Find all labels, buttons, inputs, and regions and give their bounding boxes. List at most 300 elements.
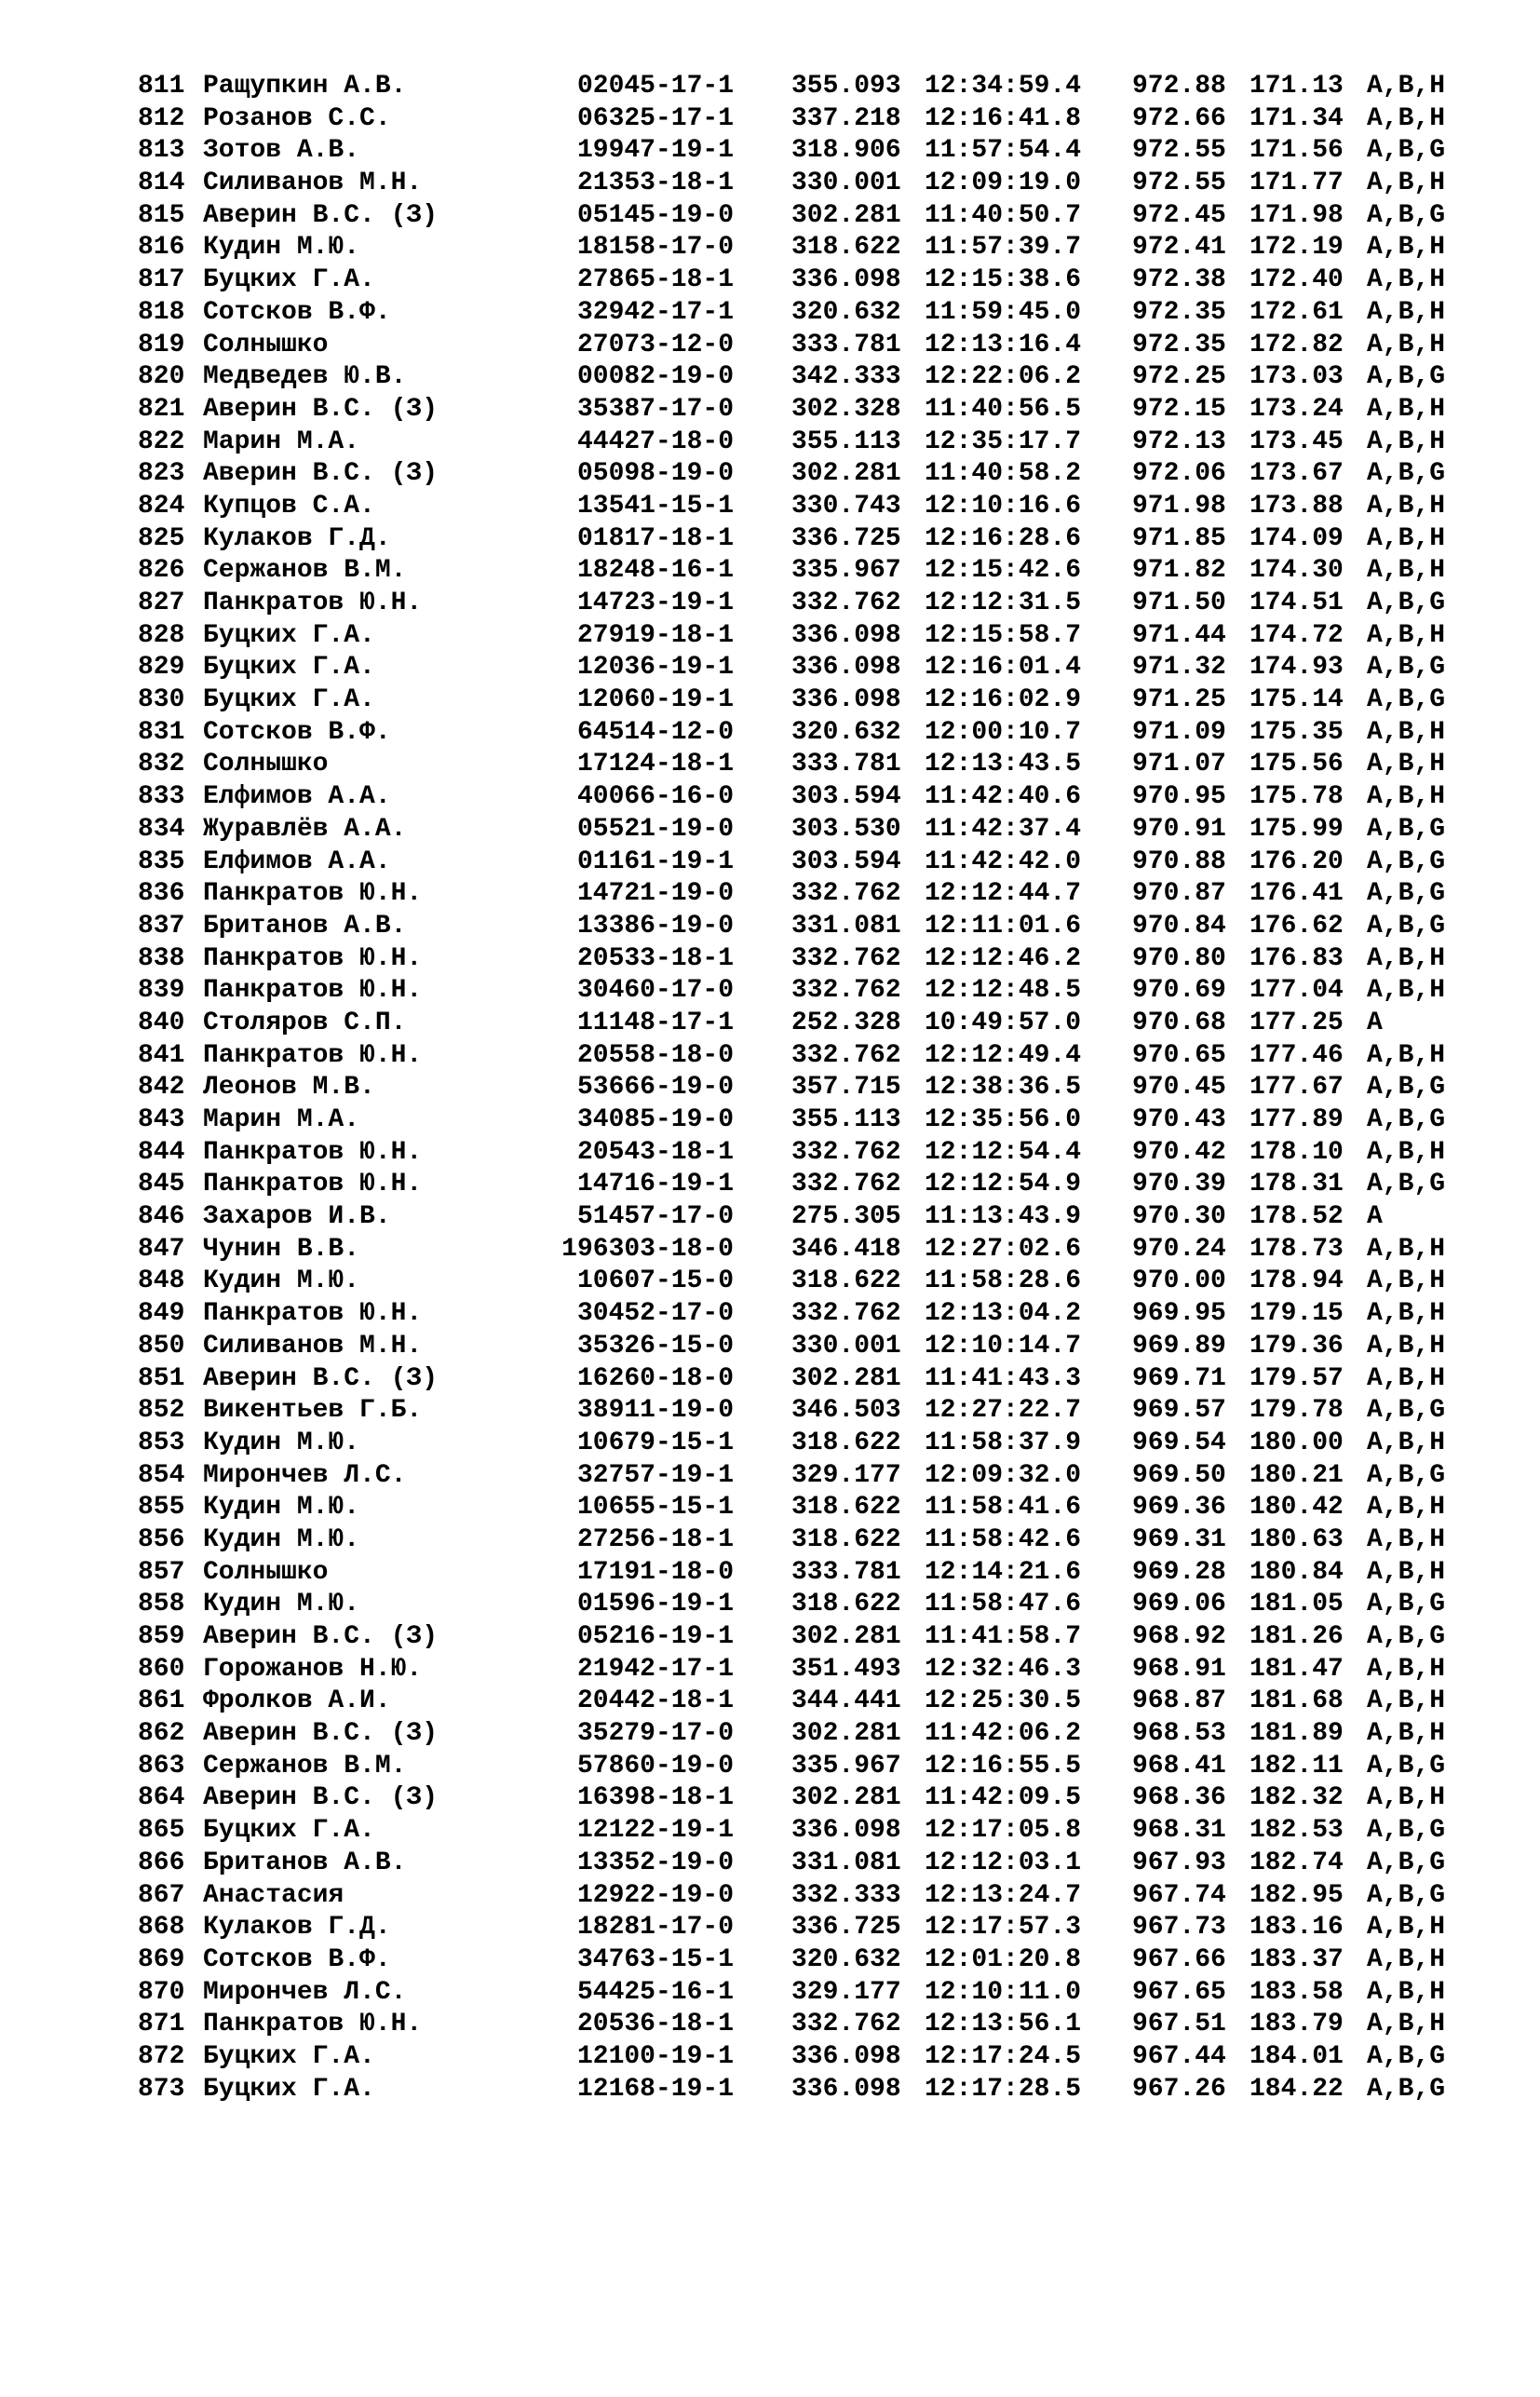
points: 171.13 [1250,72,1344,101]
distance: 332.762 [791,1170,901,1199]
speed: 970.43 [1132,1105,1226,1134]
groups: A,B,G [1367,653,1446,683]
table-row [138,103,1479,136]
owner-name: Зотов А.В. [203,136,360,166]
ring-number: 51457-17-0 [576,1202,734,1232]
groups: A,B,G [1367,1105,1446,1134]
arrival-time: 11:41:58.7 [925,1622,1082,1651]
table-row [138,911,1479,943]
points: 180.84 [1250,1557,1344,1587]
groups: A,B,H [1367,1557,1446,1587]
row-number: 869 [138,1944,185,1974]
table-row [138,361,1479,394]
arrival-time: 12:34:59.4 [925,72,1082,101]
owner-name: Панкратов Ю.Н. [203,1040,423,1070]
row-number: 827 [138,589,185,617]
groups: A,B,H [1367,523,1446,553]
table-row [138,394,1479,427]
groups: A,B,H [1367,1977,1446,2007]
row-number: 821 [138,394,185,424]
table-row [138,1169,1479,1201]
owner-name: Аверин В.С. (З) [203,1719,439,1749]
owner-name: Мирончев Л.С. [203,1977,407,2007]
distance: 336.098 [791,685,901,715]
table-row [138,1880,1479,1913]
table-row [138,1266,1479,1298]
owner-name: Панкратов Ю.Н. [203,1137,423,1167]
owner-name: Мирончев Л.С. [203,1460,407,1490]
speed: 969.54 [1132,1428,1226,1457]
distance: 355.093 [791,72,901,101]
points: 172.82 [1250,330,1344,359]
groups: A,B,H [1367,1524,1446,1554]
owner-name: Сержанов В.М. [203,1751,407,1781]
row-number: 853 [138,1428,185,1457]
ring-number: 27865-18-1 [576,265,734,295]
ring-number: 44427-18-0 [576,427,734,456]
groups: A,B,H [1367,1783,1446,1813]
groups: A,B,H [1367,330,1446,359]
groups: A,B,G [1367,1460,1446,1490]
ring-number: 01161-19-1 [576,846,734,876]
points: 178.52 [1250,1202,1344,1232]
arrival-time: 10:49:57.0 [925,1008,1082,1037]
row-number: 811 [138,72,185,101]
arrival-time: 12:16:01.4 [925,653,1082,683]
row-number: 833 [138,782,185,812]
arrival-time: 11:42:09.5 [925,1783,1082,1813]
groups: A,B,G [1367,362,1446,392]
distance: 332.762 [791,2010,901,2039]
distance: 332.762 [791,943,901,973]
table-row [138,264,1479,297]
ring-number: 13386-19-0 [576,911,734,941]
distance: 302.281 [791,1622,901,1651]
row-number: 825 [138,523,185,553]
distance: 336.098 [791,265,901,295]
groups: A,B,H [1367,72,1446,101]
points: 177.46 [1250,1040,1344,1070]
owner-name: Медведев Ю.В. [203,362,407,392]
ring-number: 06325-17-1 [576,103,734,133]
distance: 303.594 [791,782,901,812]
table-row [138,1782,1479,1815]
owner-name: Панкратов Ю.Н. [203,879,423,909]
arrival-time: 12:09:19.0 [925,169,1082,198]
owner-name: Аверин В.С. (З) [203,394,439,424]
arrival-time: 12:15:42.6 [925,556,1082,586]
speed: 970.69 [1132,976,1226,1006]
arrival-time: 12:13:04.2 [925,1299,1082,1329]
speed: 967.93 [1132,1848,1226,1877]
distance: 346.418 [791,1234,901,1264]
speed: 971.07 [1132,750,1226,779]
distance: 318.622 [791,233,901,263]
speed: 971.98 [1132,491,1226,521]
distance: 320.632 [791,1944,901,1974]
speed: 971.44 [1132,620,1226,650]
owner-name: Солнышко [203,330,329,359]
points: 173.24 [1250,394,1344,424]
points: 181.26 [1250,1622,1344,1651]
points: 174.51 [1250,589,1344,617]
ring-number: 34763-15-1 [576,1944,734,1974]
speed: 972.06 [1132,459,1226,489]
row-number: 865 [138,1816,185,1846]
table-row [138,427,1479,459]
table-row [138,1751,1479,1783]
arrival-time: 12:22:06.2 [925,362,1082,392]
row-number: 863 [138,1751,185,1781]
ring-number: 18158-17-0 [576,233,734,263]
table-row [138,1557,1479,1590]
groups: A,B,H [1367,2010,1446,2039]
ring-number: 13352-19-0 [576,1848,734,1877]
distance: 336.725 [791,523,901,553]
row-number: 830 [138,685,185,715]
points: 184.01 [1250,2041,1344,2071]
speed: 972.41 [1132,233,1226,263]
speed: 972.55 [1132,169,1226,198]
arrival-time: 12:35:56.0 [925,1105,1082,1134]
ring-number: 54425-16-1 [576,1977,734,2007]
table-row [138,491,1479,523]
table-row [138,1654,1479,1686]
points: 178.10 [1250,1137,1344,1167]
speed: 970.91 [1132,814,1226,844]
groups: A,B,H [1367,556,1446,586]
speed: 971.25 [1132,685,1226,715]
ring-number: 35326-15-0 [576,1331,734,1361]
groups: A,B,G [1367,200,1446,230]
arrival-time: 12:16:41.8 [925,103,1082,133]
owner-name: Розанов С.С. [203,103,391,133]
arrival-time: 11:58:28.6 [925,1266,1082,1296]
groups: A,B,H [1367,1913,1446,1943]
speed: 972.35 [1132,297,1226,327]
distance: 318.906 [791,136,901,166]
table-row [138,2041,1479,2074]
points: 181.68 [1250,1686,1344,1716]
ring-number: 05145-19-0 [576,200,734,230]
groups: A,B,G [1367,846,1446,876]
owner-name: Анастасия [203,1880,344,1910]
table-row [138,781,1479,814]
owner-name: Солнышко [203,1557,329,1587]
ring-number: 17124-18-1 [576,750,734,779]
ring-number: 32942-17-1 [576,297,734,327]
points: 176.41 [1250,879,1344,909]
distance: 357.715 [791,1073,901,1103]
groups: A,B,H [1367,265,1446,295]
groups: A,B,H [1367,1040,1446,1070]
speed: 970.00 [1132,1266,1226,1296]
table-row [138,878,1479,911]
row-number: 848 [138,1266,185,1296]
arrival-time: 12:17:28.5 [925,2074,1082,2104]
arrival-time: 12:12:31.5 [925,589,1082,617]
row-number: 866 [138,1848,185,1877]
arrival-time: 11:42:42.0 [925,846,1082,876]
row-number: 820 [138,362,185,392]
arrival-time: 12:00:10.7 [925,717,1082,747]
table-row [138,1072,1479,1104]
groups: A,B,H [1367,750,1446,779]
speed: 972.35 [1132,330,1226,359]
speed: 971.85 [1132,523,1226,553]
table-row [138,330,1479,362]
owner-name: Аверин В.С. (З) [203,1783,439,1813]
row-number: 849 [138,1299,185,1329]
ring-number: 27256-18-1 [576,1524,734,1554]
distance: 302.281 [791,200,901,230]
distance: 329.177 [791,1460,901,1490]
ring-number: 05521-19-0 [576,814,734,844]
groups: A,B,H [1367,1266,1446,1296]
ring-number: 53666-19-0 [576,1073,734,1103]
row-number: 818 [138,297,185,327]
points: 179.78 [1250,1396,1344,1426]
row-number: 837 [138,911,185,941]
speed: 972.15 [1132,394,1226,424]
arrival-time: 12:13:43.5 [925,750,1082,779]
points: 174.30 [1250,556,1344,586]
groups: A [1367,1202,1383,1232]
speed: 969.95 [1132,1299,1226,1329]
arrival-time: 12:12:54.9 [925,1170,1082,1199]
speed: 972.38 [1132,265,1226,295]
distance: 346.503 [791,1396,901,1426]
owner-name: Аверин В.С. (З) [203,200,439,230]
groups: A,B,H [1367,103,1446,133]
distance: 302.281 [791,1363,901,1393]
distance: 342.333 [791,362,901,392]
table-row [138,1492,1479,1524]
ring-number: 10679-15-1 [576,1428,734,1457]
ring-number: 18248-16-1 [576,556,734,586]
ring-number: 57860-19-0 [576,1751,734,1781]
row-number: 854 [138,1460,185,1490]
owner-name: Буцких Г.А. [203,620,375,650]
points: 181.89 [1250,1719,1344,1749]
table-row [138,1621,1479,1654]
owner-name: Сотсков В.Ф. [203,1944,391,1974]
ring-number: 16260-18-0 [576,1363,734,1393]
table-row [138,749,1479,781]
distance: 331.081 [791,1848,901,1877]
row-number: 852 [138,1396,185,1426]
table-row [138,523,1479,556]
row-number: 819 [138,330,185,359]
groups: A,B,H [1367,717,1446,747]
owner-name: Марин М.А. [203,427,360,456]
table-row [138,200,1479,233]
table-row [138,297,1479,330]
table-row [138,1298,1479,1331]
speed: 969.71 [1132,1363,1226,1393]
table-row [138,1331,1479,1363]
ring-number: 30460-17-0 [576,976,734,1006]
arrival-time: 12:14:21.6 [925,1557,1082,1587]
speed: 968.53 [1132,1719,1226,1749]
owner-name: Сотсков В.Ф. [203,717,391,747]
table-row [138,1137,1479,1170]
owner-name: Кудин М.Ю. [203,233,360,263]
groups: A,B,H [1367,233,1446,263]
arrival-time: 12:32:46.3 [925,1654,1082,1684]
distance: 333.781 [791,1557,901,1587]
distance: 303.594 [791,846,901,876]
row-number: 828 [138,620,185,650]
speed: 970.68 [1132,1008,1226,1037]
table-row [138,1008,1479,1040]
distance: 336.098 [791,1816,901,1846]
table-row [138,1201,1479,1234]
arrival-time: 12:12:46.2 [925,943,1082,973]
table-row [138,2009,1479,2041]
distance: 335.967 [791,1751,901,1781]
groups: A,B,H [1367,427,1446,456]
arrival-time: 11:40:56.5 [925,394,1082,424]
arrival-time: 12:01:20.8 [925,1944,1082,1974]
arrival-time: 11:42:40.6 [925,782,1082,812]
points: 174.93 [1250,653,1344,683]
ring-number: 19947-19-1 [576,136,734,166]
owner-name: Кудин М.Ю. [203,1524,360,1554]
points: 183.79 [1250,2010,1344,2039]
groups: A,B,G [1367,1073,1446,1103]
distance: 332.762 [791,589,901,617]
groups: A,B,H [1367,1944,1446,1974]
speed: 972.45 [1132,200,1226,230]
owner-name: Сержанов В.М. [203,556,407,586]
ring-number: 20533-18-1 [576,943,734,973]
points: 183.58 [1250,1977,1344,2007]
distance: 332.762 [791,879,901,909]
distance: 332.762 [791,1299,901,1329]
points: 177.25 [1250,1008,1344,1037]
speed: 968.41 [1132,1751,1226,1781]
row-number: 824 [138,491,185,521]
owner-name: Сотсков В.Ф. [203,297,391,327]
arrival-time: 12:10:14.7 [925,1331,1082,1361]
speed: 970.88 [1132,846,1226,876]
table-row [138,71,1479,103]
points: 183.16 [1250,1913,1344,1943]
distance: 351.493 [791,1654,901,1684]
ring-number: 30452-17-0 [576,1299,734,1329]
speed: 969.36 [1132,1493,1226,1523]
groups: A,B,G [1367,879,1446,909]
owner-name: Панкратов Ю.Н. [203,2010,423,2039]
ring-number: 05098-19-0 [576,459,734,489]
table-row [138,1428,1479,1460]
distance: 333.781 [791,330,901,359]
arrival-time: 11:58:37.9 [925,1428,1082,1457]
speed: 972.13 [1132,427,1226,456]
ring-number: 20442-18-1 [576,1686,734,1716]
owner-name: Кудин М.Ю. [203,1428,360,1457]
owner-name: Панкратов Ю.Н. [203,589,423,617]
ring-number: 01817-18-1 [576,523,734,553]
distance: 336.098 [791,2041,901,2071]
distance: 320.632 [791,717,901,747]
owner-name: Марин М.А. [203,1105,360,1134]
ring-number: 14723-19-1 [576,589,734,617]
owner-name: Аверин В.С. (З) [203,1622,439,1651]
row-number: 814 [138,169,185,198]
points: 175.99 [1250,814,1344,844]
row-number: 823 [138,459,185,489]
row-number: 834 [138,814,185,844]
row-number: 873 [138,2074,185,2104]
ring-number: 27919-18-1 [576,620,734,650]
groups: A,B,G [1367,1880,1446,1910]
arrival-time: 12:12:03.1 [925,1848,1082,1877]
row-number: 870 [138,1977,185,2007]
arrival-time: 11:41:43.3 [925,1363,1082,1393]
groups: A,B,H [1367,1299,1446,1329]
groups: A,B,G [1367,1396,1446,1426]
arrival-time: 12:16:55.5 [925,1751,1082,1781]
groups: A,B,H [1367,1234,1446,1264]
distance: 332.333 [791,1880,901,1910]
arrival-time: 11:42:06.2 [925,1719,1082,1749]
speed: 970.84 [1132,911,1226,941]
owner-name: Кулаков Г.Д. [203,523,391,553]
ring-number: 21353-18-1 [576,169,734,198]
ring-number: 05216-19-1 [576,1622,734,1651]
distance: 355.113 [791,1105,901,1134]
distance: 336.725 [791,1913,901,1943]
points: 175.56 [1250,750,1344,779]
speed: 969.31 [1132,1524,1226,1554]
speed: 970.65 [1132,1040,1226,1070]
table-row [138,1104,1479,1137]
groups: A,B,H [1367,1686,1446,1716]
speed: 972.55 [1132,136,1226,166]
table-row [138,814,1479,846]
ring-number: 35387-17-0 [576,394,734,424]
points: 171.77 [1250,169,1344,198]
points: 177.89 [1250,1105,1344,1134]
groups: A,B,H [1367,394,1446,424]
owner-name: Силиванов М.Н. [203,1331,423,1361]
row-number: 831 [138,717,185,747]
owner-name: Буцких Г.А. [203,265,375,295]
speed: 968.92 [1132,1622,1226,1651]
row-number: 844 [138,1137,185,1167]
distance: 318.622 [791,1524,901,1554]
speed: 971.50 [1132,589,1226,617]
speed: 972.88 [1132,72,1226,101]
ring-number: 02045-17-1 [576,72,734,101]
ring-number: 11148-17-1 [576,1008,734,1037]
speed: 967.74 [1132,1880,1226,1910]
row-number: 829 [138,653,185,683]
row-number: 816 [138,233,185,263]
groups: A,B,G [1367,2074,1446,2104]
table-row [138,1589,1479,1621]
speed: 969.06 [1132,1590,1226,1619]
points: 177.04 [1250,976,1344,1006]
arrival-time: 12:17:05.8 [925,1816,1082,1846]
row-number: 813 [138,136,185,166]
arrival-time: 12:15:58.7 [925,620,1082,650]
points: 173.45 [1250,427,1344,456]
table-row [138,1460,1479,1493]
table-row [138,1686,1479,1718]
